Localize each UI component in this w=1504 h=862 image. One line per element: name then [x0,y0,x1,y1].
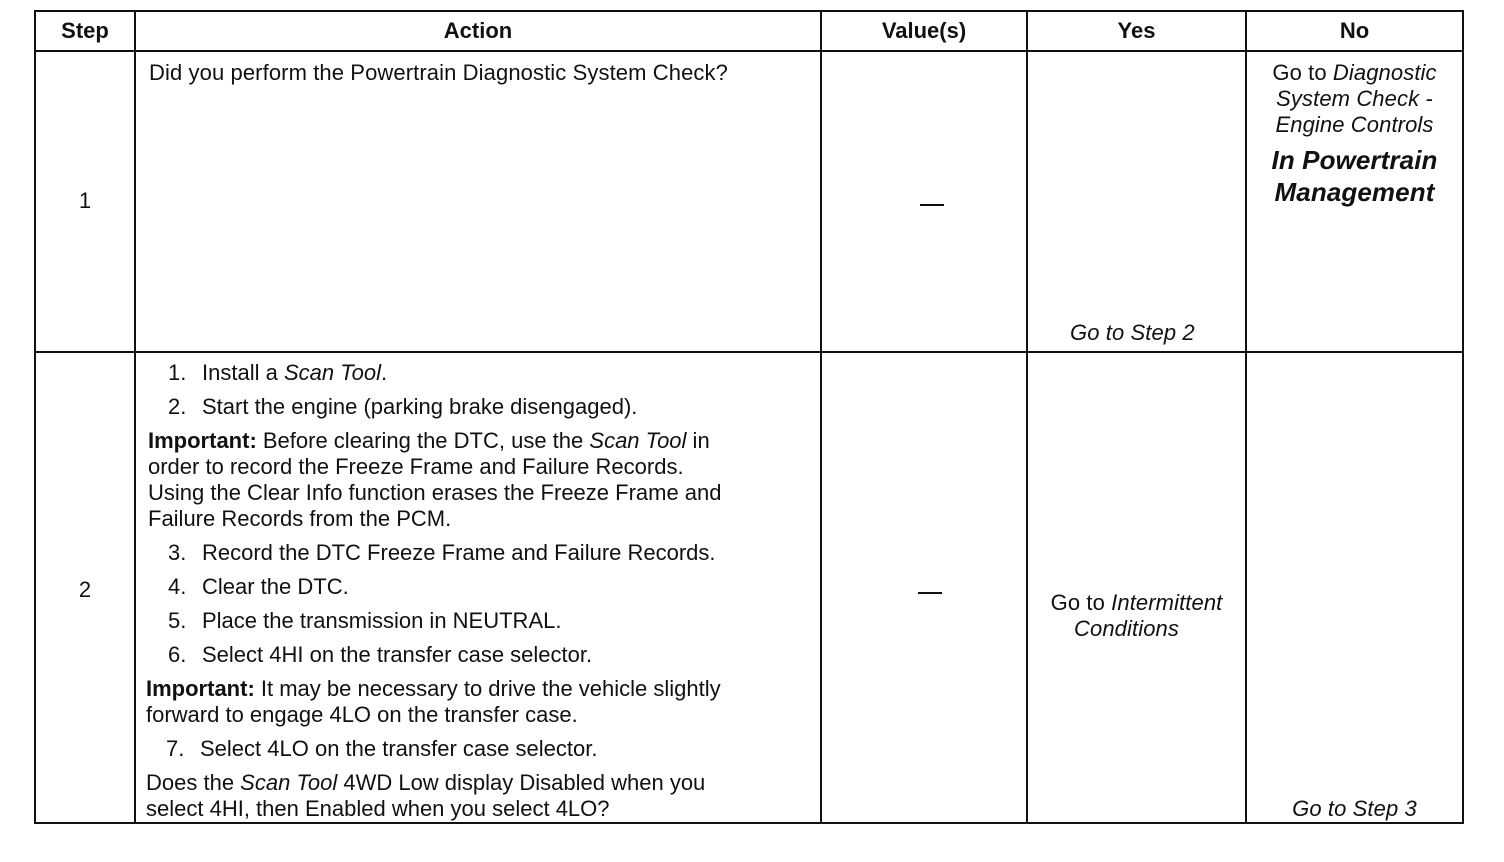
important-label: Important: [146,676,255,701]
column-divider [1026,12,1028,822]
step-number-1: 1 [78,188,92,213]
row1-action-text: Did you perform the Powertrain Diagnostic System Check? [149,60,728,85]
list-item-2: 2. Start the engine (parking brake disengaged). [168,394,638,419]
scan-tool-term: Scan Tool [283,360,381,385]
diagnostic-table [34,10,1464,824]
header-yes: Yes [1117,18,1156,43]
list-item-4: 4. Clear the DTC. [168,574,349,599]
header-step: Step [61,18,109,43]
row1-no-bold-2: Management [1274,177,1435,207]
important-note-2: Important: It may be necessary to drive the vehicle slightly forward to engage 4LO on the transfer case. [146,676,721,727]
row1-no-link-2[interactable]: System Check - [1276,86,1433,111]
important-note-1: Important: Before clearing the DTC, use the Scan Tool in order to record the Freeze Frame and Failure Records. Using the Clear Info function erases the Freeze Frame and Failure Records from the PCM. [148,428,722,531]
list-item-5: 5. Place the transmission in NEUTRAL. [168,608,562,633]
list-item-3: 3. Record the DTC Freeze Frame and Failure Records. [168,540,716,565]
row2-no-link[interactable]: Go to Step 3 [1292,796,1417,821]
step-number-2: 2 [78,577,92,602]
column-divider [134,12,136,822]
row1-no-link-3[interactable]: Engine Controls [1275,112,1434,137]
row2-yes-link-1[interactable]: Intermittent [1111,590,1223,615]
important-label: Important: [148,428,257,453]
row1-no-prefix: Go to [1272,60,1327,85]
row2-value-dash [918,592,942,594]
row2-yes-link-2[interactable]: Conditions [1074,616,1179,641]
row1-no-cell [1247,60,1462,208]
list-number: 2. [168,394,187,419]
row1-no-link-1[interactable]: Diagnostic [1332,60,1437,85]
list-number: 1. [168,360,187,385]
list-number: 3. [168,540,187,565]
column-divider [820,12,822,822]
row2-question: Does the Scan Tool 4WD Low display Disabled when you select 4HI, then Enabled when you select 4LO? [146,770,706,821]
list-item-6: 6. Select 4HI on the transfer case selector. [168,642,593,667]
list-number: 6. [168,642,187,667]
row2-yes-cell: Go to Intermittent Conditions [1028,590,1245,642]
header-values: Value(s) [881,18,967,43]
row-divider [36,351,1462,353]
header-divider [36,50,1462,52]
header-no: No [1339,18,1370,43]
list-number: 5. [168,608,187,633]
list-number: 7. [166,736,185,761]
list-item-7: 7. Select 4LO on the transfer case selector. [166,736,598,761]
row1-yes-link[interactable]: Go to Step 2 [1070,320,1195,345]
list-number: 4. [168,574,187,599]
row1-value-dash [920,204,944,206]
list-item-1: 1. Install a Scan Tool. [168,360,388,385]
header-action: Action [443,18,513,43]
row1-no-bold-1: In Powertrain [1271,145,1438,175]
